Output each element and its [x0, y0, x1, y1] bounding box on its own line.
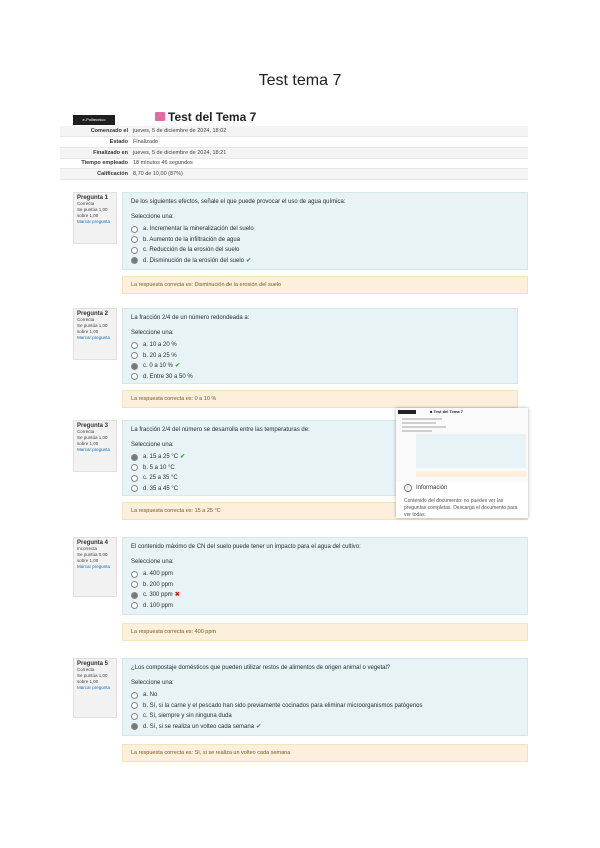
- radio-button[interactable]: [131, 602, 138, 609]
- answer-option[interactable]: [131, 701, 519, 712]
- answer-label: a. No: [143, 692, 158, 698]
- answer-label: a. 10 a 20 %: [143, 342, 177, 348]
- summary-row: [60, 126, 528, 137]
- question-info: [73, 658, 117, 718]
- correct-check-icon: ✔: [256, 723, 262, 730]
- answer-option[interactable]: [131, 601, 519, 612]
- radio-button[interactable]: [131, 352, 138, 359]
- correct-answer-text: La respuesta correcta es: Disminución de la erosión del suelo: [131, 282, 282, 288]
- radio-button[interactable]: [131, 226, 138, 233]
- summary-label: Comenzado el: [90, 128, 128, 134]
- question-status: Correcta: [77, 201, 95, 206]
- incorrect-x-icon: ✖: [174, 592, 180, 598]
- question-status: Correcta: [77, 317, 95, 322]
- answer-option[interactable]: [131, 711, 519, 722]
- summary-value: 18 minutos 46 segundos: [133, 160, 193, 166]
- feedback-box: [122, 744, 528, 762]
- answer-option[interactable]: [131, 340, 509, 351]
- radio-button[interactable]: [131, 342, 138, 349]
- summary-row: [60, 137, 528, 148]
- radio-button[interactable]: [131, 713, 138, 720]
- answer-label: c. 300 ppm: [143, 592, 173, 598]
- answer-option[interactable]: [131, 245, 519, 256]
- answer-option[interactable]: [131, 690, 519, 701]
- radio-button[interactable]: [131, 257, 138, 264]
- question-number: Pregunta 4: [77, 540, 109, 546]
- answer-label: b. 200 ppm: [143, 581, 174, 588]
- question-info: [73, 537, 117, 597]
- answer-option[interactable]: [131, 580, 519, 591]
- question-number: Pregunta 5: [77, 661, 109, 667]
- popup-text: Contenido del documento: no puedes ver las preguntas completas. Descarga el documento para ver todas.: [404, 498, 518, 518]
- question-number: Pregunta 1: [77, 195, 109, 201]
- answer-option[interactable]: [131, 590, 519, 601]
- summary-row: [60, 148, 528, 159]
- flag-question-link[interactable]: Marcar pregunta: [77, 335, 111, 340]
- correct-check-icon: ✔: [175, 363, 181, 369]
- radio-button[interactable]: [131, 247, 138, 254]
- feedback-box: [122, 390, 518, 408]
- correct-check-icon: ✔: [246, 257, 252, 264]
- question-content: [122, 192, 528, 270]
- summary-label: Finalizado en: [93, 150, 128, 156]
- feedback-box: [122, 276, 528, 294]
- radio-button[interactable]: [131, 485, 138, 492]
- radio-button[interactable]: [131, 373, 138, 380]
- correct-answer-text: La respuesta correcta es: 15 a 25 °C: [131, 508, 221, 514]
- answer-label: d. Entre 30 a 50 %: [143, 373, 193, 380]
- answer-option[interactable]: [131, 235, 519, 246]
- radio-button[interactable]: [131, 702, 138, 709]
- radio-button[interactable]: [131, 571, 138, 578]
- radio-button[interactable]: [131, 475, 138, 482]
- question-score: Se puntúa 1,00 sobre 1,00: [77, 207, 108, 218]
- summary-value: Finalizado: [133, 139, 159, 145]
- answer-label: d. 100 ppm: [143, 602, 174, 609]
- answer-label: a. Incrementar la mineralización del suelo: [143, 226, 254, 232]
- popup-title: [404, 484, 447, 492]
- answer-label: a. 15 a 25 °C: [143, 454, 179, 460]
- answer-option[interactable]: [131, 569, 519, 580]
- correct-answer-text: La respuesta correcta es: 0 a 10 %: [131, 396, 217, 402]
- answer-label: d. 35 a 45 °C: [143, 485, 179, 492]
- summary-row: [60, 159, 528, 169]
- site-logo[interactable]: e-Politecnico: [73, 115, 115, 125]
- radio-button[interactable]: [131, 592, 138, 599]
- answer-option[interactable]: [131, 351, 509, 362]
- question-info: [73, 308, 117, 360]
- correct-answer-text: La respuesta correcta es: Sí, si se realiza un volteo cada semana: [131, 750, 291, 756]
- question-number: Pregunta 2: [77, 311, 109, 317]
- question-info: [73, 420, 117, 472]
- radio-button[interactable]: [131, 464, 138, 471]
- question-text: La fracción 2/4 de un número redondeada a:: [131, 315, 250, 321]
- question-content: [122, 537, 528, 615]
- radio-button[interactable]: [131, 723, 138, 730]
- question-text: De los siguientes efectos, señale el que puede provocar el uso de agua química:: [131, 199, 346, 205]
- select-prompt: Seleccione una:: [131, 214, 174, 220]
- question-score: Se puntúa 1,00 sobre 1,00: [77, 435, 108, 446]
- answer-label: c. 0 a 10 %: [143, 363, 174, 369]
- summary-label: Estado: [109, 139, 128, 145]
- attempt-summary: [60, 126, 528, 180]
- answer-option[interactable]: [131, 372, 509, 383]
- summary-label: Tiempo empleado: [81, 160, 128, 166]
- answer-label: b. 20 a 25 %: [143, 352, 177, 359]
- question-score: Se puntúa 0,00 sobre 1,00: [77, 552, 108, 563]
- answer-label: d. Disminución de la erosión del suelo: [143, 257, 245, 264]
- question-text: El contenido máximo de CN del suelo puede tener un impacto para el agua del cultivo:: [131, 544, 361, 550]
- popup-title-text: Información: [416, 485, 448, 491]
- question-content: [122, 308, 518, 384]
- select-prompt: Seleccione una:: [131, 442, 174, 448]
- radio-button[interactable]: [131, 363, 138, 370]
- question-status: Correcta: [77, 667, 95, 672]
- radio-button[interactable]: [131, 454, 138, 461]
- answer-label: c. Reducción de la erosión del suelo: [143, 247, 240, 253]
- question-text: La fracción 2/4 del número se desarrolla entre las temperaturas de:: [131, 427, 310, 433]
- summary-label: Calificación: [97, 171, 128, 177]
- answer-option[interactable]: [131, 722, 519, 733]
- quiz-icon: [155, 112, 165, 121]
- summary-value: 8,70 de 10,00 (87%): [133, 171, 183, 177]
- document-title: Test tema 7: [258, 72, 342, 89]
- answer-label: b. Sí, si la carne y el pescado han sido previamente cocinados para eliminar microorganismos patógenos: [143, 702, 423, 709]
- flag-question-link[interactable]: Marcar pregunta: [77, 219, 111, 224]
- radio-button[interactable]: [131, 236, 138, 243]
- summary-value: jueves, 5 de diciembre de 2024, 18:02: [133, 128, 227, 134]
- answer-label: a. 400 ppm: [143, 571, 174, 577]
- flag-question-link[interactable]: Marcar pregunta: [77, 685, 111, 690]
- question-status: Correcta: [77, 429, 95, 434]
- answer-option[interactable]: [131, 224, 519, 235]
- answer-option[interactable]: [131, 256, 519, 267]
- answer-label: c. 25 a 35 °C: [143, 475, 178, 481]
- question-status: Incorrecta: [77, 546, 98, 551]
- radio-button[interactable]: [131, 692, 138, 699]
- question-score: Se puntúa 1,00 sobre 1,00: [77, 323, 108, 334]
- select-prompt: Seleccione una:: [131, 330, 174, 336]
- popup-thumbnail: ■ Test del Tema 7: [396, 408, 528, 482]
- question-text: ¿Los compostaje domésticos que pueden utilizar restos de alimentos de origen animal o vegetal?: [131, 665, 391, 671]
- answer-label: b. Aumento de la infiltración de agua: [143, 236, 241, 243]
- select-prompt: Seleccione una:: [131, 559, 174, 565]
- question-content: [122, 658, 528, 736]
- correct-answer-text: La respuesta correcta es: 400 ppm: [131, 629, 216, 635]
- info-icon: i: [404, 484, 412, 492]
- quiz-title: Test del Tema 7: [168, 110, 257, 124]
- summary-row: [60, 169, 528, 180]
- correct-check-icon: ✔: [180, 454, 186, 460]
- feedback-box: [122, 623, 528, 641]
- answer-label: d. Sí, si se realiza un volteo cada semana: [143, 723, 255, 730]
- question-info: [73, 192, 117, 244]
- flag-question-link[interactable]: Marcar pregunta: [77, 447, 111, 452]
- summary-value: jueves, 5 de diciembre de 2024, 18:21: [133, 150, 227, 156]
- flag-question-link[interactable]: Marcar pregunta: [77, 564, 111, 569]
- radio-button[interactable]: [131, 581, 138, 588]
- answer-label: c. Sí, siempre y sin ninguna duda: [143, 713, 232, 719]
- question-score: Se puntúa 1,00 sobre 1,00: [77, 673, 108, 684]
- answer-label: b. 5 a 10 °C: [143, 464, 175, 471]
- preview-popup[interactable]: [396, 408, 528, 518]
- answer-option[interactable]: [131, 361, 509, 372]
- question-number: Pregunta 3: [77, 423, 109, 429]
- select-prompt: Seleccione una:: [131, 680, 174, 686]
